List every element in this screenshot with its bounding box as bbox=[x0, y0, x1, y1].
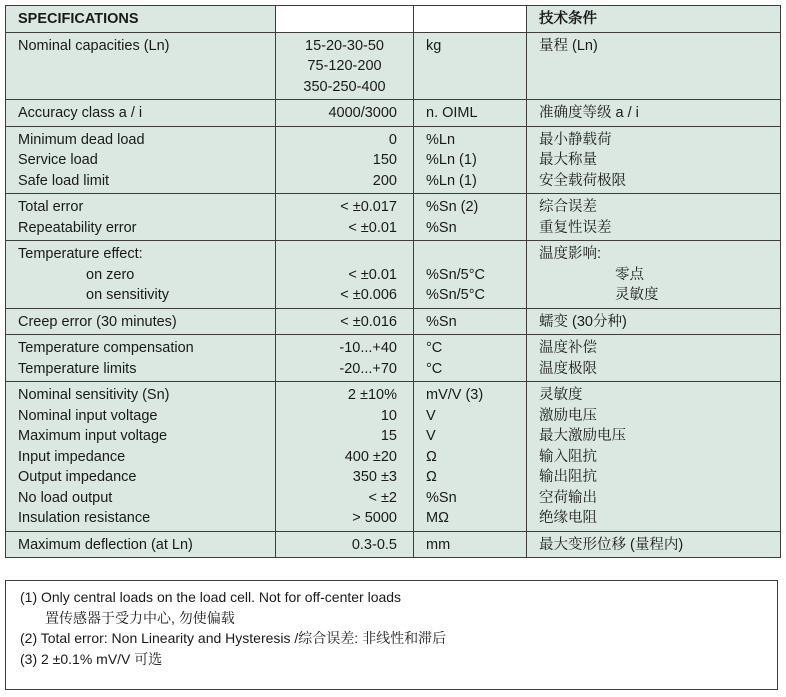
header-title-en: SPECIFICATIONS bbox=[6, 6, 276, 33]
row-zh-label: 输出阻抗 bbox=[539, 469, 597, 485]
row-zh-label: 量程 (Ln) bbox=[539, 37, 598, 54]
row-zh bbox=[527, 100, 781, 127]
row-value bbox=[276, 244, 397, 265]
row-values bbox=[276, 100, 414, 127]
row-zh bbox=[527, 308, 781, 335]
row-zh bbox=[527, 335, 781, 382]
row-value: 10 bbox=[380, 407, 397, 424]
row-unit: %Ln (1) bbox=[426, 152, 477, 168]
footnote: (2) Total error: Non Linearity and Hysteresis /综合误差: 非线性和滞后 bbox=[20, 630, 447, 646]
row-units bbox=[414, 194, 527, 241]
row-label: No load output bbox=[18, 489, 113, 506]
row-label: Output impedance bbox=[18, 469, 137, 485]
row-value: < ±0.017 bbox=[340, 199, 397, 215]
row-zh-label: 空荷输出 bbox=[539, 489, 597, 506]
row-units bbox=[414, 335, 527, 382]
row-unit: Ω bbox=[426, 448, 437, 465]
footnote: 置传感器于受力中心, 勿使偏载 bbox=[45, 609, 235, 626]
row-value: 350 ±3 bbox=[352, 469, 397, 485]
row-value: < ±0.01 bbox=[348, 266, 397, 283]
row-units bbox=[414, 382, 527, 532]
header-title-zh: 技术条件 bbox=[527, 6, 781, 33]
row-label: Maximum input voltage bbox=[18, 428, 168, 444]
row-zh-label: 灵敏度 bbox=[615, 287, 659, 303]
row-zh-label: 激励电压 bbox=[539, 407, 597, 424]
row-label: Service load bbox=[18, 152, 98, 168]
row-zh-label: 零点 bbox=[615, 266, 644, 283]
footnotes bbox=[5, 580, 778, 690]
row-unit: %Sn/5°C bbox=[426, 287, 485, 303]
row-zh bbox=[527, 126, 781, 194]
table-row bbox=[6, 194, 781, 241]
row-label: Insulation resistance bbox=[18, 510, 151, 526]
row-value: 15 bbox=[380, 428, 397, 444]
table-row bbox=[6, 335, 781, 382]
footnote: (1) Only central loads on the load cell. Not for off-center loads bbox=[20, 589, 402, 605]
row-zh-label: 蠕变 (30分种) bbox=[539, 313, 627, 330]
row-zh-label: 重复性误差 bbox=[539, 219, 612, 236]
row-units bbox=[414, 531, 527, 558]
table-row bbox=[6, 126, 781, 194]
row-unit: %Sn/5°C bbox=[426, 266, 485, 283]
row-label: Temperature limits bbox=[18, 360, 137, 377]
footnote: (3) 2 ±0.1% mV/V 可选 bbox=[20, 650, 163, 667]
row-label: Maximum deflection (at Ln) bbox=[18, 536, 193, 553]
row-label: Accuracy class a / i bbox=[18, 105, 143, 121]
row-value: -20...+70 bbox=[339, 360, 397, 377]
row-value: 200 bbox=[372, 172, 397, 189]
table-row bbox=[6, 382, 781, 532]
row-label: Nominal capacities (Ln) bbox=[18, 37, 170, 54]
row-unit: MΩ bbox=[426, 510, 449, 526]
row-label: Temperature compensation bbox=[18, 340, 194, 356]
row-unit: V bbox=[426, 407, 436, 424]
row-labels bbox=[6, 382, 276, 532]
row-labels bbox=[6, 32, 276, 100]
row-labels bbox=[6, 194, 276, 241]
row-values bbox=[276, 194, 414, 241]
row-zh-label: 温度极限 bbox=[539, 360, 597, 377]
table-row bbox=[6, 100, 781, 127]
row-label: Total error bbox=[18, 199, 84, 215]
row-value: 75-120-200 bbox=[307, 58, 382, 74]
row-value: -10...+40 bbox=[339, 340, 397, 356]
row-value: 350-250-400 bbox=[303, 78, 386, 95]
row-labels bbox=[6, 126, 276, 194]
table-row bbox=[6, 308, 781, 335]
row-zh-label: 最大激励电压 bbox=[539, 428, 626, 444]
row-value: > 5000 bbox=[352, 510, 397, 526]
row-zh-label: 最大称量 bbox=[539, 152, 597, 168]
row-unit: °C bbox=[426, 340, 443, 356]
row-value: 2 ±10% bbox=[347, 387, 397, 403]
row-zh-label: 灵敏度 bbox=[539, 387, 583, 403]
row-value: < ±0.016 bbox=[340, 313, 397, 330]
row-value: < ±2 bbox=[368, 489, 397, 506]
row-unit bbox=[426, 244, 526, 265]
row-zh bbox=[527, 531, 781, 558]
row-labels bbox=[6, 241, 276, 309]
row-label: Safe load limit bbox=[18, 172, 110, 189]
row-labels bbox=[6, 100, 276, 127]
row-units bbox=[414, 308, 527, 335]
row-units bbox=[414, 126, 527, 194]
row-unit: Ω bbox=[426, 469, 437, 485]
row-value: < ±0.006 bbox=[340, 287, 397, 303]
row-unit: mm bbox=[426, 536, 451, 553]
row-label: Input impedance bbox=[18, 448, 126, 465]
row-unit: %Ln bbox=[426, 131, 456, 148]
row-unit: %Sn bbox=[426, 313, 457, 330]
row-values bbox=[276, 308, 414, 335]
row-value: 0 bbox=[388, 131, 397, 148]
row-unit: V bbox=[426, 428, 436, 444]
row-zh-label: 绝缘电阻 bbox=[539, 510, 597, 526]
row-units bbox=[414, 241, 527, 309]
row-unit: %Sn (2) bbox=[426, 199, 479, 215]
row-labels bbox=[6, 308, 276, 335]
row-zh bbox=[527, 382, 781, 532]
row-unit: %Ln (1) bbox=[426, 172, 477, 189]
row-label: Nominal input voltage bbox=[18, 407, 158, 424]
row-value: 15-20-30-50 bbox=[305, 37, 384, 54]
row-zh-label: 安全载荷极限 bbox=[539, 172, 626, 189]
row-labels bbox=[6, 335, 276, 382]
row-zh bbox=[527, 241, 781, 309]
row-values bbox=[276, 382, 414, 532]
row-value: 150 bbox=[372, 152, 397, 168]
row-zh-label: 温度补偿 bbox=[539, 340, 597, 356]
row-label: Minimum dead load bbox=[18, 131, 145, 148]
row-unit: mV/V (3) bbox=[426, 387, 484, 403]
row-values bbox=[276, 126, 414, 194]
row-label: Creep error (30 minutes) bbox=[18, 313, 177, 330]
row-values bbox=[276, 531, 414, 558]
specifications-table bbox=[5, 5, 781, 558]
row-unit: %Sn bbox=[426, 219, 457, 236]
row-label: Temperature effect: bbox=[18, 246, 143, 262]
row-zh bbox=[527, 194, 781, 241]
row-unit: n. OIML bbox=[426, 105, 478, 121]
table-row bbox=[6, 241, 781, 309]
row-label: on zero bbox=[86, 266, 135, 283]
row-label: Nominal sensitivity (Sn) bbox=[18, 387, 170, 403]
row-labels bbox=[6, 531, 276, 558]
row-values bbox=[276, 241, 414, 309]
row-zh-label: 综合误差 bbox=[539, 199, 597, 215]
row-units bbox=[414, 32, 527, 100]
row-zh-label: 最小静载荷 bbox=[539, 131, 612, 148]
row-units bbox=[414, 100, 527, 127]
row-unit: %Sn bbox=[426, 489, 457, 506]
table-header-row bbox=[6, 6, 781, 33]
row-values bbox=[276, 335, 414, 382]
row-zh-label: 温度影响: bbox=[539, 246, 602, 262]
row-unit: kg bbox=[426, 37, 442, 54]
row-value: < ±0.01 bbox=[348, 219, 397, 236]
row-zh-label: 最大变形位移 (量程内) bbox=[539, 536, 684, 553]
header-blank-cell bbox=[414, 6, 527, 33]
row-value: 400 ±20 bbox=[344, 448, 397, 465]
header-blank-cell bbox=[276, 6, 414, 33]
row-zh-label: 准确度等级 a / i bbox=[539, 105, 639, 121]
row-value: 0.3-0.5 bbox=[351, 536, 397, 553]
table-row bbox=[6, 32, 781, 100]
row-value: 4000/3000 bbox=[328, 105, 397, 121]
row-unit: °C bbox=[426, 360, 443, 377]
row-label: Repeatability error bbox=[18, 219, 137, 236]
row-label: on sensitivity bbox=[86, 287, 170, 303]
row-zh-label: 输入阻抗 bbox=[539, 448, 597, 465]
row-values bbox=[276, 32, 414, 100]
table-row bbox=[6, 531, 781, 558]
row-zh bbox=[527, 32, 781, 100]
